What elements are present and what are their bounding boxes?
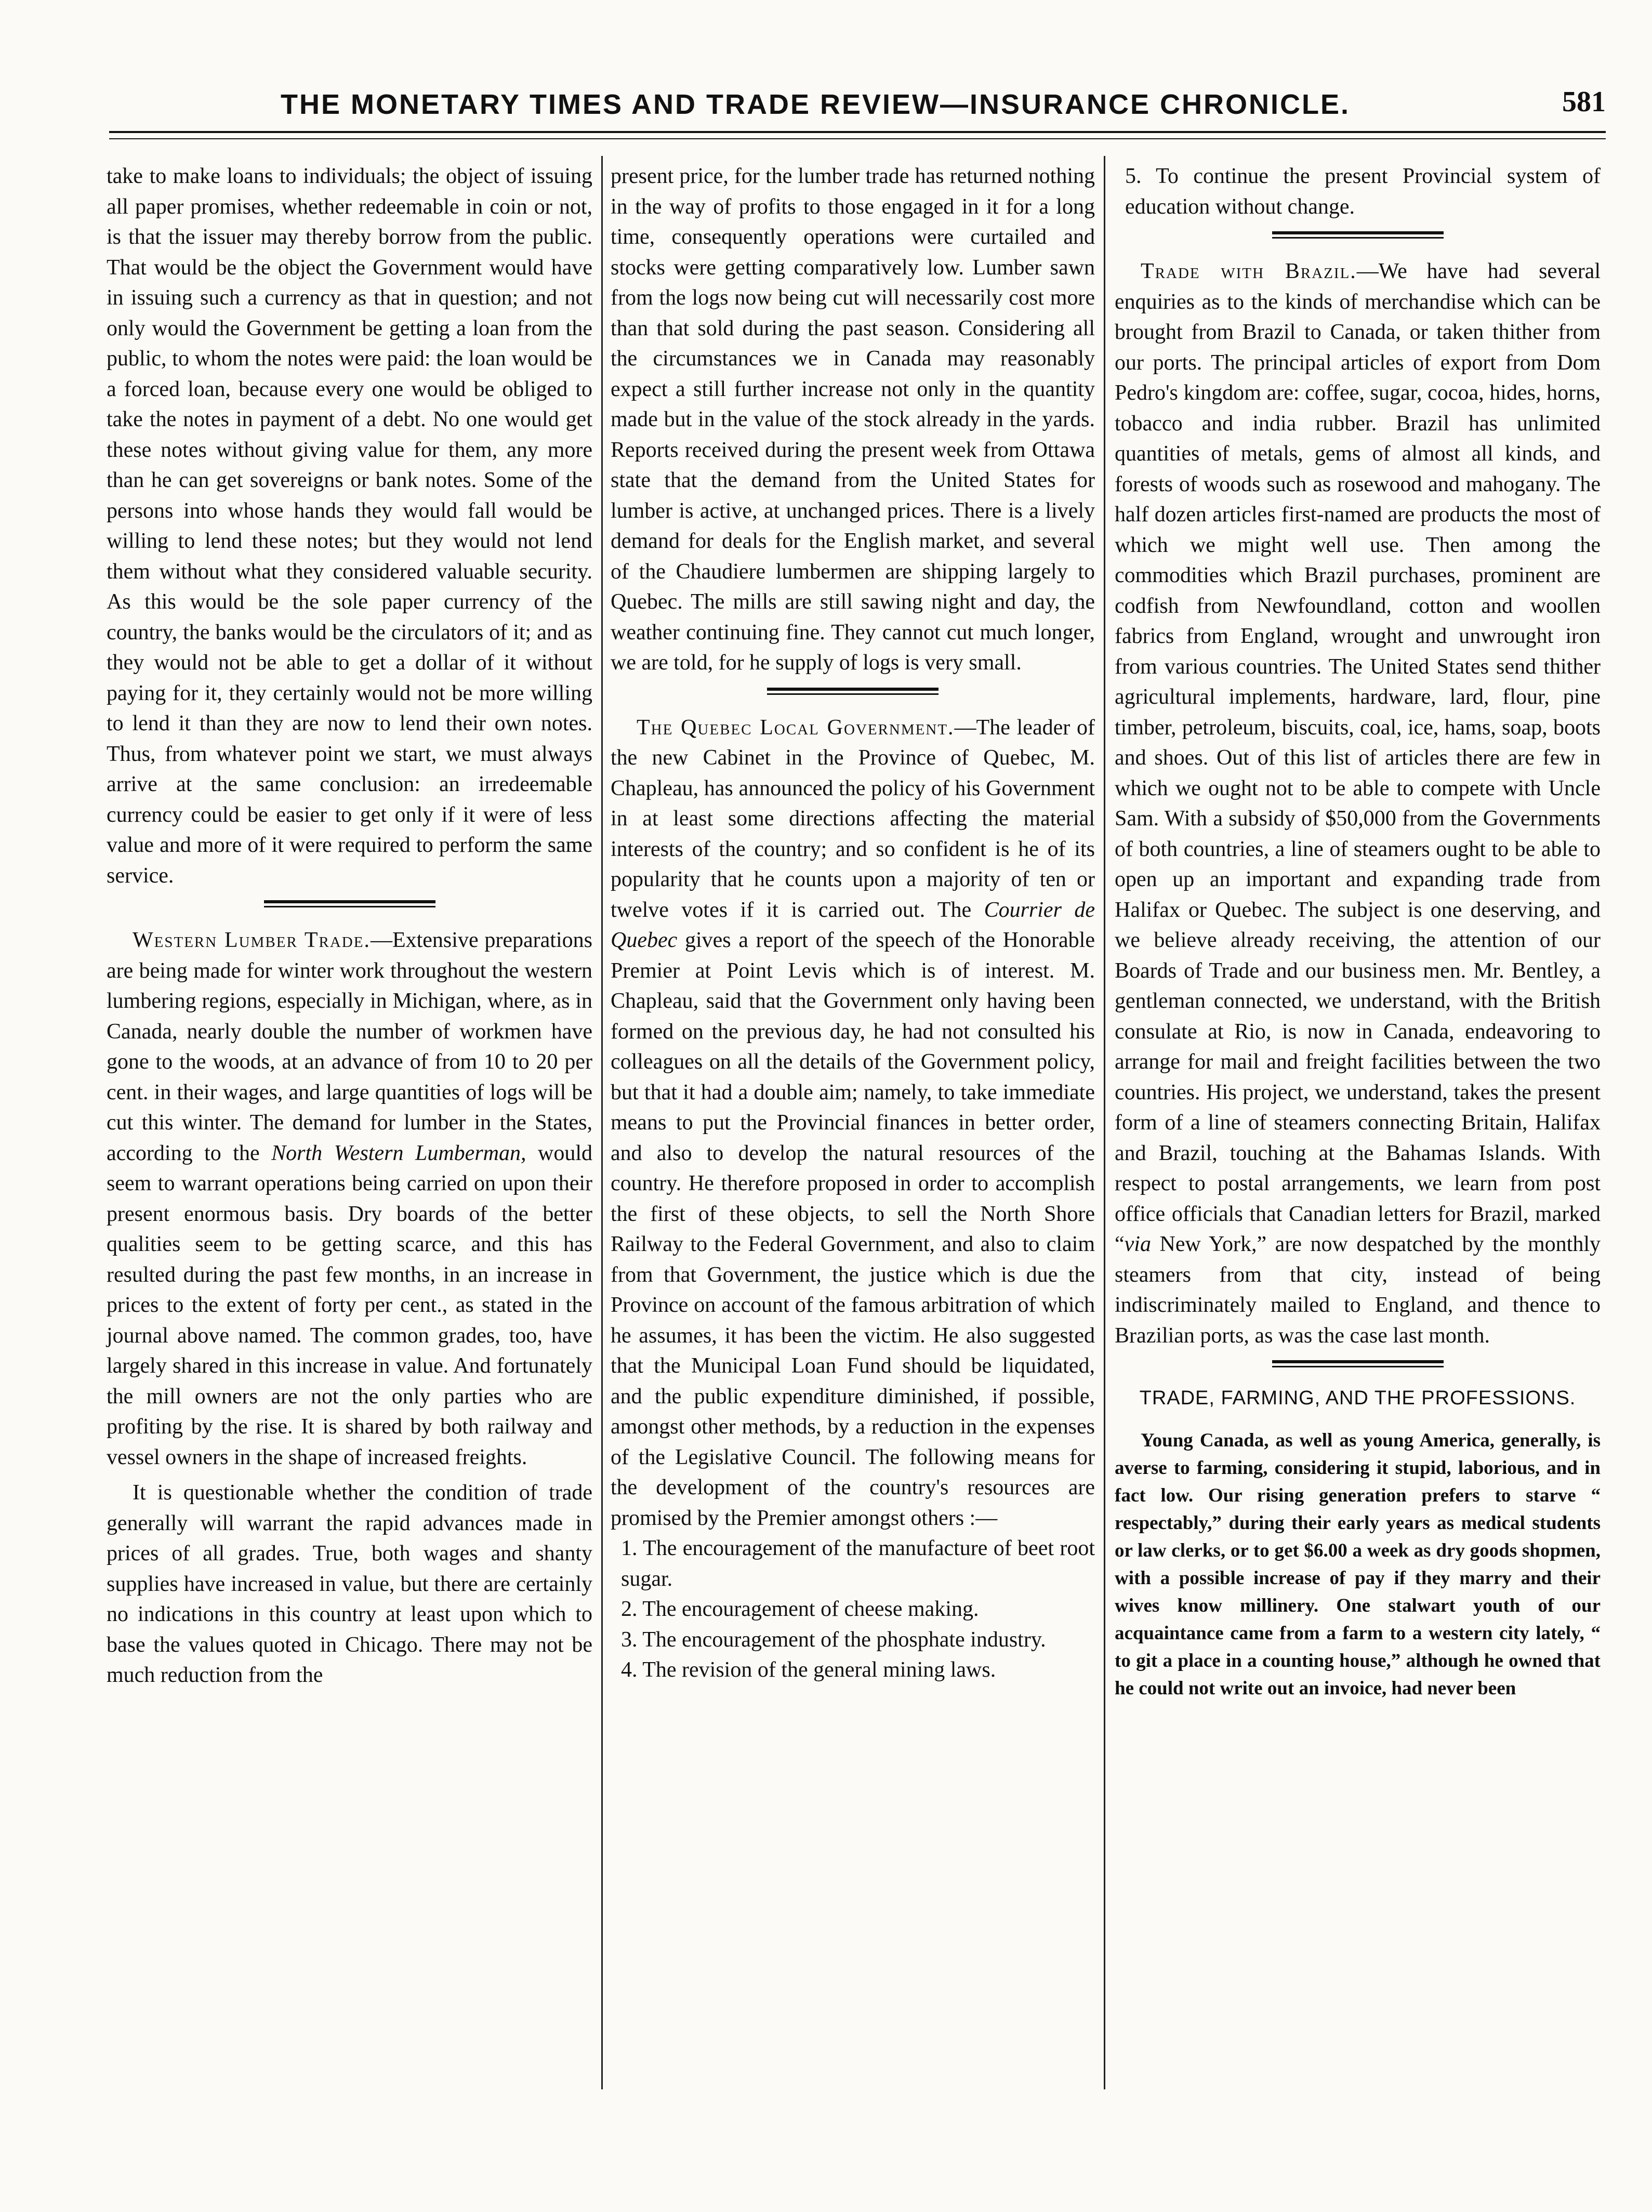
page-header <box>109 78 1616 135</box>
article-text: New York,” are now despatched by the monthly steamers from that city, instead of being indiscriminately mailed to England, and thence to Brazilian ports, as was the case last month. <box>1115 1232 1601 1348</box>
publication-name: Courrier de Quebec <box>611 898 1095 952</box>
section-title: TRADE, FARMING, AND THE PROFESSIONS. <box>1139 1387 1576 1409</box>
list-item: 4. The revision of the general mining laws. <box>621 1658 996 1682</box>
policy-list-continued <box>1115 161 1601 222</box>
column-3 <box>1115 161 1601 1702</box>
article-paragraph <box>1115 256 1601 1351</box>
article-text: would seem to warrant operations being carried on upon their present enormous basis. Dry boards of the better qualities seem to be getting scarce, and this has resulted during the past few months, in an increase in prices to the extent of forty per cent., as stated in the journal above named. The common grades, too, have largely shared in this increase in value. And fortunately the mill owners are not the only parties who are profiting by the rise. It is shared by both railway and vessel owners in the shape of increased freights. <box>107 1141 593 1469</box>
section-heading: Trade with Brazil. <box>1141 259 1357 283</box>
italic-word: via <box>1124 1232 1151 1256</box>
page-number: 581 <box>1562 86 1606 118</box>
list-item: 3. The encouragement of the phosphate industry. <box>621 1627 1046 1652</box>
list-item: 5. To continue the present Provincial system of education without change. <box>1125 164 1601 219</box>
section-heading: The Quebec Local Government. <box>637 715 955 740</box>
section-separator <box>1272 231 1444 239</box>
article-text: gives a report of the speech of the Honorable Premier at Point Levis which is of interest. M. Chapleau, said that the Government only having been formed on the previous day, he had not consulted his colleagues on all the details of the Government policy, but that it had a double aim; namely, to take immediate means to put the Provincial finances in better order, and also to develop the natural resources of the country. He therefore proposed in order to accomplish the first of these objects, to sell the North Shore Railway to the Federal Government, and also to claim from that Government, the justice which is due the Province on account of the famous arbitration of which he assumes, it has been the victim. He also suggested that the Municipal Loan Fund should be liquidated, and the public expenditure diminished, if possible, amongst other methods, by a reduction in the expenses of the Legislative Council. The following means for the development of the country's resources are promised by the Premier amongst others :— <box>611 928 1095 1530</box>
article-paragraph: present price, for the lumber trade has returned nothing in the way of profits to those engaged in it for a long time, consequently operations were curtailed and stocks were getting comparatively low. Lumber sawn from the logs now being cut will necessarily cost more than that sold during the past season. Considering all the circumstances we in Canada may reasonably expect a still further increase not only in the quantity made but in the value of the stock already in the yards. Reports received during the present week from Ottawa state that the demand from the United States for lumber is active, at unchanged prices. There is a lively demand for deals for the English market, and several of the Chaudiere lumbermen are shipping largely to Quebec. The mills are still sawing night and day, the weather continuing fine. They cannot cut much longer, we are told, for he supply of logs is very small. <box>611 164 1095 675</box>
publication-name: North Western Lumberman, <box>271 1141 526 1165</box>
article-paragraph: It is questionable whether the condition of trade generally will warrant the rapid advances made in prices of all grades. True, both wages and shanty supplies have increased in value, but there are certainly no indications in this country at least upon which to base the values quoted in Chicago. There may not be much reduction from the <box>107 1481 592 1687</box>
article-paragraph <box>611 713 1095 1534</box>
article-paragraph <box>107 925 592 1472</box>
column-divider <box>1104 156 1105 2089</box>
section-separator <box>264 900 435 907</box>
list-item: 1. The encouragement of the manufacture of beet root sugar. <box>621 1536 1095 1591</box>
list-item: 2. The encouragement of cheese making. <box>621 1597 979 1621</box>
article-text: —We have had several enquiries as to the kinds of merchandise which can be brought from Brazil to Canada, or taken thither from our ports. The principal articles of export from Dom Pedro's kingdom are: coffee, sugar, cocoa, hides, horns, tobacco and india rubber. Brazil has unlimited quantities of metals, gems of almost all kinds, and forests of woods such as rosewood and mahogany. The half dozen articles first-named are products the most of which we might well use. Then among the commodities which Brazil purchases, prominent are codfish from Newfoundland, cotton and woollen fabrics from England, wrought and unwrought iron from various countries. The United States send thither agricultural implements, hardware, lard, flour, pine timber, petroleum, biscuits, coal, ice, hams, soap, boots and shoes. Out of this list of articles there are few in which we ought not to be able to compete with Uncle Sam. With a subsidy of $50,000 from the Governments of both countries, a line of steamers ought to be able to open up an important and expanding trade from Halifax or Quebec. The subject is one deserving, and we believe already receiving, the attention of our Boards of Trade and our business men. Mr. Bentley, a gentleman connected, we understand, with the British consulate at Rio, is now in Canada, endeavoring to arrange for mail and freight facilities between the two countries. His project, we understand, takes the present form of a line of steamers connecting Britain, Halifax and Brazil, touching at the Bahamas Islands. With respect to postal arrangements, we learn from post office officials that Canadian letters for Brazil, marked “ <box>1115 259 1601 1256</box>
column-1 <box>107 161 592 1691</box>
article-text: —Extensive preparations are being made for winter work throughout the western lumbering regions, especially in Michigan, where, as in Canada, nearly double the number of workmen have gone to the woods, at an advance of from 10 to 20 per cent. in their wages, and large quantities of logs will be cut this winter. The demand for lumber in the States, according to the <box>107 928 592 1165</box>
header-rule <box>109 131 1606 139</box>
article-paragraph: take to make loans to individuals; the object of issuing all paper promises, whether redeemable in coin or not, is that the issuer may thereby borrow from the public. That would be the object the Government would have in issuing such a currency as that in question; and not only would the Government be getting a loan from the public, to whom the notes were paid: the loan would be a forced loan, because every one would be obliged to take the notes in payment of a debt. No one would get these notes without giving value for them, any more than he can get sovereigns or bank notes. Some of the persons into whose hands they would fall would be willing to lend these notes; but they would not lend them without what they considered valuable security. As this would be the sole paper currency of the country, the banks would be the circulators of it; and as they would not be able to get a dollar of it without paying for it, they certainly would not be more willing to lend it than they are now to lend their own notes. Thus, from whatever point we start, we must always arrive at the same conclusion: an irredeemable currency could be easier to get only if it were of less value and more of it were required to perform the same service. <box>107 164 592 888</box>
column-2 <box>611 161 1095 1686</box>
article-text: —The leader of the new Cabinet in the Province of Quebec, M. Chapleau, has announced the policy of his Government in at least some directions affecting the material interests of the country; and so confident is he of its popularity that he counts upon a majority of ten or twelve votes if it is carried out. The <box>611 715 1095 922</box>
article-paragraph: Young Canada, as well as young America, generally, is averse to farming, considering it stupid, laborious, and in fact low. Our rising generation prefers to starve “ respectably,” during their early years as medical students or law clerks, or to get $6.00 a week as dry goods shopmen, with a possible increase of pay if they marry and their wives know millinery. One stalwart youth of our acquaintance came from a farm to a western city lately, “ to git a place in a counting house,” although he owned that he could not write out an invoice, had never been <box>1115 1430 1601 1699</box>
publication-title: THE MONETARY TIMES AND TRADE REVIEW—INSURANCE CHRONICLE. <box>281 89 1351 120</box>
section-heading: Western Lumber Trade. <box>133 928 371 952</box>
section-separator <box>1272 1360 1444 1367</box>
section-separator <box>767 688 939 695</box>
policy-list <box>611 1533 1095 1686</box>
column-divider <box>601 156 603 2089</box>
